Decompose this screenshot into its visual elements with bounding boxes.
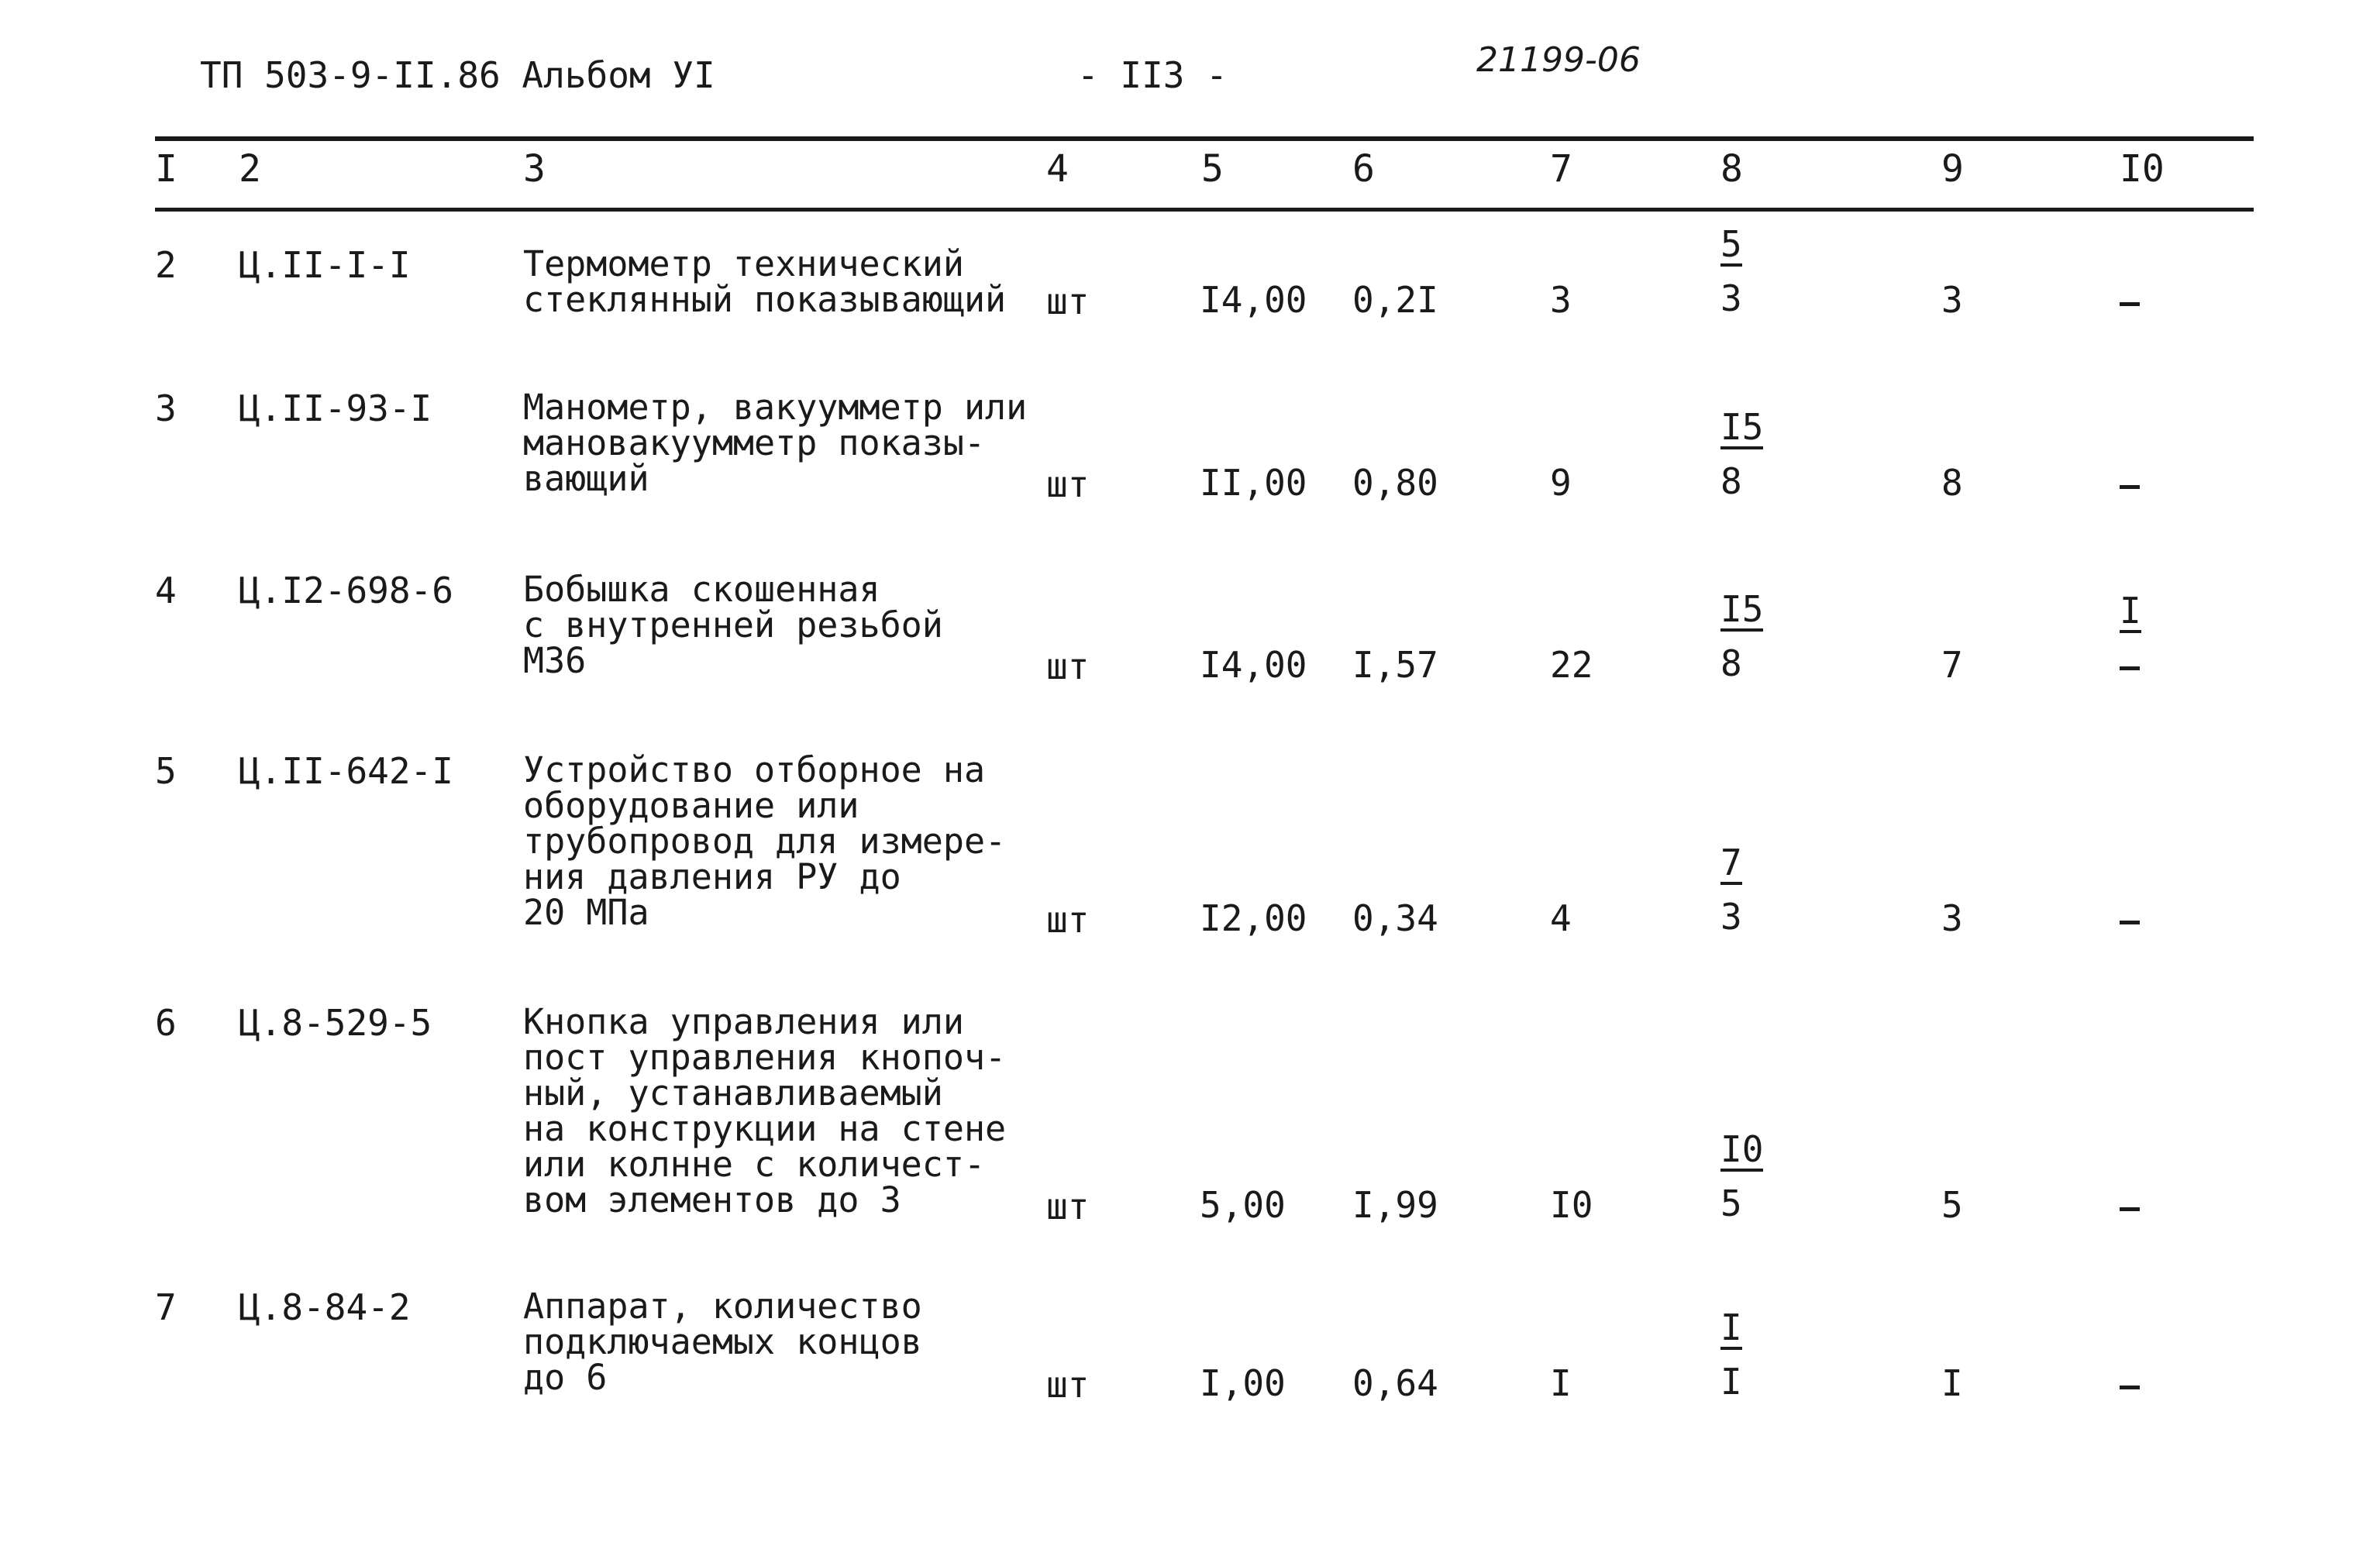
col6-value: 0,34 [1352, 897, 1438, 939]
fraction-numerator: 7 [1720, 842, 1742, 883]
col7-value: 22 [1550, 644, 1593, 686]
item-description: Аппарат, количество подключаемых концов до 6 [523, 1286, 922, 1398]
fraction-denominator: 8 [1720, 460, 1742, 502]
col10-dash [2120, 666, 2140, 670]
col6-value: I,57 [1352, 644, 1438, 686]
col5-value: I,00 [1200, 1362, 1286, 1404]
col7-value: 9 [1550, 462, 1572, 504]
col8-fraction [1720, 223, 1742, 318]
col7-value: 3 [1550, 279, 1572, 321]
fraction-denominator: 8 [1720, 642, 1742, 684]
fraction-denominator: I [1720, 1361, 1742, 1403]
item-description: Манометр, вакуумметр или мановакуумметр показы- вающий [523, 387, 1028, 499]
fraction-numerator: I5 [1720, 406, 1764, 448]
column-header: 9 [1941, 147, 1964, 191]
item-unit: шт [1046, 1186, 1090, 1227]
row-number: 4 [155, 570, 177, 611]
col9-value: 5 [1941, 1184, 1963, 1226]
item-description: Устройство отборное на оборудование или трубопровод для измере- ния давления РУ до 20 МПа [523, 749, 1007, 933]
col5-value: I4,00 [1200, 644, 1307, 686]
column-header: I0 [2120, 147, 2165, 191]
fraction-denominator: 5 [1720, 1182, 1742, 1224]
row-number: 2 [155, 244, 177, 286]
item-description: Кнопка управления или пост управления кнопоч- ный, устанавливаемый на конструкции на стене или колнне с количест- вом элементов до 3 [523, 1001, 1007, 1220]
column-header: 4 [1046, 147, 1069, 191]
col7-value: I0 [1550, 1184, 1593, 1226]
col5-value: I4,00 [1200, 279, 1307, 321]
col10-dash [2120, 302, 2140, 306]
col9-value: 3 [1941, 897, 1963, 939]
col7-value: I [1550, 1362, 1572, 1404]
col6-value: 0,64 [1352, 1362, 1438, 1404]
column-header: 2 [239, 147, 261, 191]
col10-dash [2120, 1386, 2140, 1389]
col7-value: 4 [1550, 897, 1572, 939]
col9-value: 3 [1941, 279, 1963, 321]
row-number: 6 [155, 1002, 177, 1044]
col9-value: 8 [1941, 462, 1963, 504]
page-number: - II3 - [1077, 54, 1228, 96]
col6-value: 0,80 [1352, 462, 1438, 504]
col8-fraction [1720, 1128, 1763, 1223]
col5-value: II,00 [1200, 462, 1307, 504]
item-unit: шт [1046, 899, 1090, 941]
table-header-rule [155, 208, 2254, 212]
item-code: Ц.8-529-5 [239, 1002, 432, 1044]
row-number: 3 [155, 387, 177, 429]
item-code: Ц.II-642-I [239, 750, 453, 792]
col10-dash [2120, 921, 2140, 924]
col6-value: I,99 [1352, 1184, 1438, 1226]
column-header: 5 [1201, 147, 1224, 191]
fraction-numerator: I0 [1720, 1128, 1764, 1170]
item-code: Ц.II-93-I [239, 387, 432, 429]
table-top-rule [155, 136, 2254, 141]
column-header: 7 [1550, 147, 1572, 191]
col8-fraction [1720, 842, 1742, 936]
row-number: 7 [155, 1286, 177, 1328]
col8-fraction [1720, 406, 1763, 501]
column-header: 6 [1352, 147, 1375, 191]
item-code: Ц.8-84-2 [239, 1286, 411, 1328]
col8-fraction [1720, 588, 1763, 683]
fraction-numerator: 5 [1720, 223, 1742, 265]
col10-value: I [2120, 590, 2141, 632]
col10-dash [2120, 485, 2140, 489]
fraction-denominator: 3 [1720, 277, 1742, 319]
handwritten-code: 21199-06 [1476, 40, 1641, 80]
item-unit: шт [1046, 463, 1090, 505]
col10-dash [2120, 1207, 2140, 1211]
row-number: 5 [155, 750, 177, 792]
item-code: Ц.I2-698-6 [239, 570, 453, 611]
col8-fraction [1720, 1306, 1742, 1401]
item-unit: шт [1046, 1364, 1090, 1406]
column-header: 8 [1720, 147, 1743, 191]
col9-value: 7 [1941, 644, 1963, 686]
item-unit: шт [1046, 281, 1090, 322]
item-code: Ц.II-I-I [239, 244, 411, 286]
fraction-denominator: 3 [1720, 896, 1742, 938]
item-description: Бобышка скошенная с внутренней резьбой М36 [523, 569, 943, 681]
fraction-numerator: I [1720, 1306, 1742, 1348]
col9-value: I [1941, 1362, 1963, 1404]
document-reference: ТП 503-9-II.86 Альбом УI [200, 54, 715, 96]
column-header: I [155, 147, 177, 191]
column-header: 3 [523, 147, 546, 191]
col5-value: 5,00 [1200, 1184, 1286, 1226]
item-unit: шт [1046, 645, 1090, 687]
col5-value: I2,00 [1200, 897, 1307, 939]
item-description: Термометр технический стеклянный показывающий [523, 243, 1007, 320]
col6-value: 0,2I [1352, 279, 1438, 321]
fraction-numerator: I5 [1720, 588, 1764, 630]
